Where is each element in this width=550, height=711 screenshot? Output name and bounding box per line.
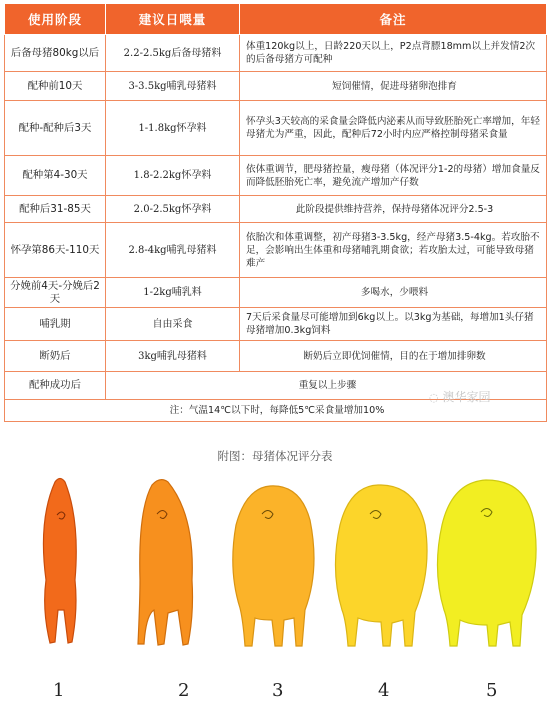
header-stage: 使用阶段 [5, 4, 106, 35]
table-row [5, 278, 547, 308]
sow-silhouette-score-5 [437, 480, 536, 646]
sow-silhouette-score-1 [43, 479, 76, 644]
note-cell: 7天后采食量尽可能增加到6kg以上。以3kg为基础，每增加1头仔猪母猪增加0.3kg饲料 [240, 308, 547, 341]
stage-cell: 分娩前4天-分娩后2天 [5, 278, 106, 308]
amount-cell: 2.8-4kg哺乳母猪料 [106, 223, 240, 278]
table-row [5, 223, 547, 278]
sow-silhouette-score-3 [233, 486, 314, 646]
header-amount: 建议日喂量 [106, 4, 240, 35]
score-label-5: 5 [486, 680, 498, 701]
sow-body-condition-figure [0, 470, 550, 670]
score-label-3: 3 [272, 680, 284, 701]
stage-cell: 配种前10天 [5, 72, 106, 101]
figure-caption: 附图：母猪体况评分表 [217, 449, 333, 463]
note-cell: 此阶段提供维持营养，保持母猪体况评分2.5-3 [240, 196, 547, 223]
table-row [5, 101, 547, 156]
stage-cell: 断奶后 [5, 341, 106, 372]
watermark [429, 388, 490, 405]
table-row [5, 156, 547, 196]
note-cell: 依体重调节，肥母猪控量，瘦母猪（体况评分1-2的母猪）增加食量反而降低胚胎死亡率，避免流产增加产仔数 [240, 156, 547, 196]
header-note: 备注 [240, 4, 547, 35]
stage-cell: 哺乳期 [5, 308, 106, 341]
feeding-table [4, 3, 547, 422]
amount-cell: 2.2-2.5kg后备母猪料 [106, 35, 240, 72]
stage-cell: 配种后31-85天 [5, 196, 106, 223]
table-row [5, 72, 547, 101]
stage-cell: 怀孕第86天-110天 [5, 223, 106, 278]
table-footnote: 注：气温14℃以下时，每降低5℃采食量增加10% [5, 400, 547, 422]
amount-cell: 1-2kg哺乳料 [106, 278, 240, 308]
stage-cell: 配种第4-30天 [5, 156, 106, 196]
score-label-2: 2 [178, 680, 190, 701]
note-cell: 重复以上步骤 [106, 372, 547, 400]
score-label-1: 1 [53, 680, 65, 701]
note-cell: 多喝水，少喂料 [240, 278, 547, 308]
amount-cell: 3-3.5kg哺乳母猪料 [106, 72, 240, 101]
note-cell: 依胎次和体重调整，初产母猪3-3.5kg，经产母猪3.5-4kg。若攻胎不足，会影响出生体重和母猪哺乳期食欲；若攻胎太过，可能导致母猪难产 [240, 223, 547, 278]
note-cell: 短饲催情，促进母猪卵泡排育 [240, 72, 547, 101]
note-cell: 体重120kg以上，日龄220天以上，P2点背膘18mm以上并发情2次的后备母猪方可配种 [240, 35, 547, 72]
stage-cell: 配种-配种后3天 [5, 101, 106, 156]
amount-cell: 1-1.8kg怀孕料 [106, 101, 240, 156]
sow-silhouette-score-4 [335, 485, 427, 646]
note-cell: 断奶后立即优饲催情，目的在于增加排卵数 [240, 341, 547, 372]
sow-silhouette-score-2 [138, 480, 193, 645]
note-cell: 怀孕头3天较高的采食量会降低内泌素从而导致胚胎死亡率增加，年轻母猪尤为严重，因此，配种后72小时内应严格控制母猪采食量 [240, 101, 547, 156]
table-header-row [5, 4, 547, 35]
chat-icon: ◌ [429, 391, 439, 404]
table-row [5, 341, 547, 372]
score-label-4: 4 [378, 680, 390, 701]
table-row [5, 35, 547, 72]
amount-cell: 2.0-2.5kg怀孕料 [106, 196, 240, 223]
watermark-text: 澳华家园 [442, 390, 491, 404]
table-row [5, 308, 547, 341]
stage-cell: 后备母猪80kg以后 [5, 35, 106, 72]
stage-cell: 配种成功后 [5, 372, 106, 400]
table-row [5, 196, 547, 223]
amount-cell: 3kg哺乳母猪料 [106, 341, 240, 372]
amount-cell: 1.8-2.2kg怀孕料 [106, 156, 240, 196]
amount-cell: 自由采食 [106, 308, 240, 341]
